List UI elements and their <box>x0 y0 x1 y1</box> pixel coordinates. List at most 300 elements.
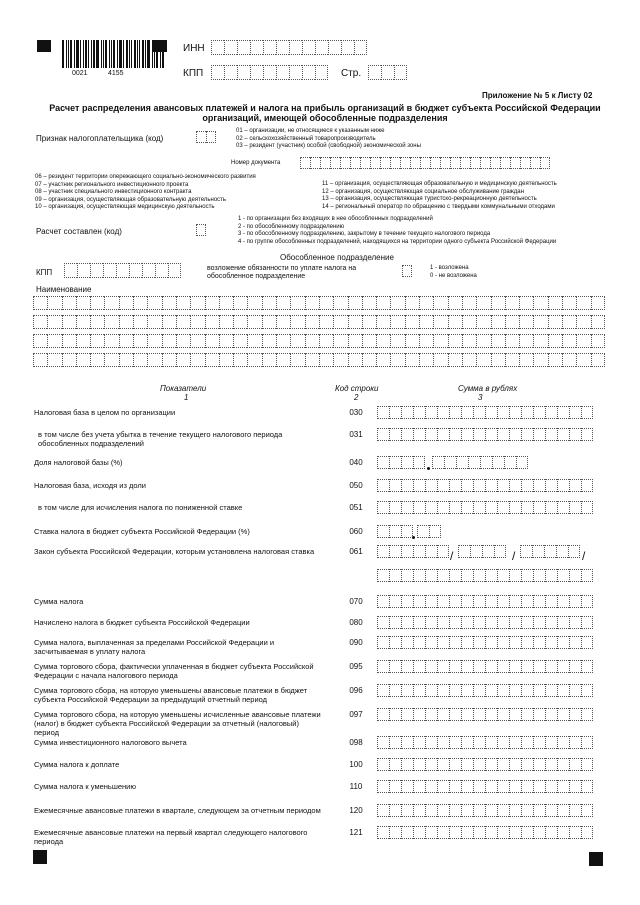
input-cell[interactable] <box>354 40 367 55</box>
name-cell[interactable] <box>433 315 447 329</box>
input-cell[interactable] <box>350 157 360 169</box>
name-cell[interactable] <box>147 296 161 310</box>
name-cell[interactable] <box>305 315 319 329</box>
name-cell[interactable] <box>247 353 261 367</box>
name-cell[interactable] <box>104 334 118 348</box>
sum-cell[interactable] <box>389 479 401 492</box>
name-cell[interactable] <box>562 315 576 329</box>
name-cell[interactable] <box>519 296 533 310</box>
input-cell[interactable] <box>420 157 430 169</box>
sum-cell[interactable] <box>401 616 413 629</box>
input-cell[interactable] <box>340 157 350 169</box>
sum-cell[interactable] <box>509 660 521 673</box>
name-cell[interactable] <box>133 296 147 310</box>
name-cell[interactable] <box>448 315 462 329</box>
sum-cell[interactable] <box>545 826 557 839</box>
name-cell[interactable] <box>519 315 533 329</box>
sum-cell[interactable] <box>569 479 581 492</box>
sum-cell[interactable] <box>568 545 580 558</box>
name-cell[interactable] <box>491 353 505 367</box>
input-cell[interactable] <box>368 65 381 80</box>
sum-cell[interactable] <box>473 428 485 441</box>
sum-cell[interactable] <box>437 780 449 793</box>
name-cell[interactable] <box>562 353 576 367</box>
sum-cell[interactable] <box>509 684 521 697</box>
input-cell[interactable] <box>440 157 450 169</box>
name-cell[interactable] <box>476 315 490 329</box>
sum-field-098[interactable] <box>377 736 593 749</box>
sum-cell[interactable] <box>533 780 545 793</box>
name-grid-row[interactable] <box>33 353 605 367</box>
input-cell[interactable] <box>480 157 490 169</box>
input-cell[interactable] <box>470 157 480 169</box>
sum-cell[interactable] <box>545 708 557 721</box>
name-cell[interactable] <box>276 296 290 310</box>
sum-cell[interactable] <box>521 736 533 749</box>
sum-cell[interactable] <box>389 804 401 817</box>
sum-field-051[interactable] <box>377 501 593 514</box>
sum-cell[interactable] <box>545 501 557 514</box>
name-cell[interactable] <box>176 315 190 329</box>
sum-cell[interactable] <box>557 804 569 817</box>
sum-cell[interactable] <box>509 804 521 817</box>
input-cell[interactable] <box>90 263 103 278</box>
sum-cell[interactable] <box>425 595 437 608</box>
sum-cell[interactable] <box>389 826 401 839</box>
sum-cell[interactable] <box>449 569 461 582</box>
sum-cell[interactable] <box>377 545 389 558</box>
sum-cell[interactable] <box>473 660 485 673</box>
sum-cell[interactable] <box>401 595 413 608</box>
sum-cell[interactable] <box>569 595 581 608</box>
sum-cell[interactable] <box>377 479 389 492</box>
sum-cell[interactable] <box>557 708 569 721</box>
sum-cell[interactable] <box>425 758 437 771</box>
sum-cell[interactable] <box>485 636 497 649</box>
sum-cell[interactable] <box>425 406 437 419</box>
sum-field-090[interactable] <box>377 636 593 649</box>
sum-cell[interactable] <box>556 545 568 558</box>
sum-cell[interactable] <box>516 456 528 469</box>
sum-cell[interactable] <box>533 736 545 749</box>
sum-cell[interactable] <box>437 616 449 629</box>
sum-cell[interactable] <box>377 684 389 697</box>
name-cell[interactable] <box>90 315 104 329</box>
sum-cell[interactable] <box>569 660 581 673</box>
name-cell[interactable] <box>262 315 276 329</box>
sum-cell[interactable] <box>425 501 437 514</box>
name-cell[interactable] <box>505 334 519 348</box>
sum-cell[interactable] <box>449 406 461 419</box>
sum-cell[interactable] <box>509 616 521 629</box>
sum-cell[interactable] <box>413 636 425 649</box>
sum-cell[interactable] <box>377 660 389 673</box>
sum-cell[interactable] <box>509 569 521 582</box>
sum-cell[interactable] <box>437 736 449 749</box>
sum-cell[interactable] <box>437 406 449 419</box>
name-cell[interactable] <box>519 334 533 348</box>
sum-cell[interactable] <box>461 826 473 839</box>
sum-cell[interactable] <box>437 708 449 721</box>
name-cell[interactable] <box>119 334 133 348</box>
name-cell[interactable] <box>90 296 104 310</box>
sum-cell[interactable] <box>533 595 545 608</box>
name-cell[interactable] <box>290 315 304 329</box>
name-cell[interactable] <box>233 296 247 310</box>
input-cell[interactable] <box>168 263 181 278</box>
sum-cell[interactable] <box>533 660 545 673</box>
sum-cell[interactable] <box>494 545 506 558</box>
sum-cell[interactable] <box>377 501 389 514</box>
name-cell[interactable] <box>133 315 147 329</box>
sum-cell[interactable] <box>521 428 533 441</box>
sum-cell[interactable] <box>581 569 593 582</box>
sum-cell[interactable] <box>449 684 461 697</box>
sum-cell[interactable] <box>497 479 509 492</box>
sum-cell[interactable] <box>557 758 569 771</box>
sum-cell[interactable] <box>533 708 545 721</box>
input-cell[interactable] <box>360 157 370 169</box>
sum-field-060[interactable] <box>377 525 413 538</box>
name-cell[interactable] <box>233 315 247 329</box>
sum-cell[interactable] <box>581 684 593 697</box>
name-cell[interactable] <box>262 353 276 367</box>
sum-cell[interactable] <box>497 684 509 697</box>
sum-cell[interactable] <box>425 616 437 629</box>
sum-cell[interactable] <box>389 708 401 721</box>
name-cell[interactable] <box>262 296 276 310</box>
sum-cell[interactable] <box>581 826 593 839</box>
sum-cell[interactable] <box>533 616 545 629</box>
name-cell[interactable] <box>519 353 533 367</box>
input-cell[interactable] <box>320 157 330 169</box>
sum-cell[interactable] <box>377 616 389 629</box>
sum-cell[interactable] <box>389 525 401 538</box>
sum-cell[interactable] <box>485 736 497 749</box>
name-cell[interactable] <box>90 353 104 367</box>
sum-cell[interactable] <box>581 428 593 441</box>
sum-cell[interactable] <box>557 428 569 441</box>
sum-field-110[interactable] <box>377 780 593 793</box>
inn-field[interactable] <box>211 40 367 55</box>
sum-cell[interactable] <box>473 826 485 839</box>
sum-cell[interactable] <box>461 595 473 608</box>
sum-cell[interactable] <box>545 595 557 608</box>
sum-cell[interactable] <box>413 826 425 839</box>
sum-cell[interactable] <box>545 780 557 793</box>
sum-cell[interactable] <box>533 684 545 697</box>
sum-cell[interactable] <box>389 636 401 649</box>
sum-cell[interactable] <box>473 595 485 608</box>
sum-cell[interactable] <box>485 501 497 514</box>
name-cell[interactable] <box>162 334 176 348</box>
sum-cell[interactable] <box>569 428 581 441</box>
sum-cell[interactable] <box>377 780 389 793</box>
name-cell[interactable] <box>290 334 304 348</box>
sum-cell[interactable] <box>569 708 581 721</box>
name-cell[interactable] <box>190 353 204 367</box>
sum-cell[interactable] <box>521 708 533 721</box>
sum-field-080[interactable] <box>377 616 593 629</box>
sum-cell[interactable] <box>509 636 521 649</box>
name-cell[interactable] <box>505 353 519 367</box>
name-grid-row[interactable] <box>33 315 605 329</box>
sum-field-096[interactable] <box>377 684 593 697</box>
sum-cell[interactable] <box>437 636 449 649</box>
sum-cell[interactable] <box>521 758 533 771</box>
name-cell[interactable] <box>462 334 476 348</box>
sum-cell[interactable] <box>557 595 569 608</box>
sum-cell[interactable] <box>449 780 461 793</box>
name-cell[interactable] <box>333 296 347 310</box>
sum-field-121[interactable] <box>377 826 593 839</box>
sum-cell[interactable] <box>425 804 437 817</box>
sum-cell[interactable] <box>401 501 413 514</box>
sum-cell[interactable] <box>557 684 569 697</box>
sum-field-061-line2[interactable] <box>377 569 593 582</box>
input-cell[interactable] <box>328 40 341 55</box>
name-cell[interactable] <box>419 353 433 367</box>
sum-cell[interactable] <box>425 545 437 558</box>
sum-cell[interactable] <box>425 684 437 697</box>
name-cell[interactable] <box>548 315 562 329</box>
name-cell[interactable] <box>47 353 61 367</box>
sum-cell[interactable] <box>473 804 485 817</box>
sum-cell[interactable] <box>569 736 581 749</box>
sum-cell[interactable] <box>569 501 581 514</box>
sum-cell[interactable] <box>377 569 389 582</box>
sum-cell[interactable] <box>521 660 533 673</box>
sum-field-061[interactable] <box>377 545 449 558</box>
input-cell[interactable] <box>370 157 380 169</box>
name-cell[interactable] <box>47 296 61 310</box>
sum-cell[interactable] <box>389 736 401 749</box>
name-cell[interactable] <box>319 334 333 348</box>
name-cell[interactable] <box>176 296 190 310</box>
name-cell[interactable] <box>119 315 133 329</box>
sum-cell[interactable] <box>545 569 557 582</box>
sum-cell[interactable] <box>557 569 569 582</box>
name-cell[interactable] <box>362 353 376 367</box>
sum-cell[interactable] <box>533 501 545 514</box>
name-cell[interactable] <box>591 334 605 348</box>
sum-cell[interactable] <box>533 428 545 441</box>
name-cell[interactable] <box>104 296 118 310</box>
sum-field-120[interactable] <box>377 804 593 817</box>
sum-cell[interactable] <box>377 826 389 839</box>
sum-cell[interactable] <box>509 736 521 749</box>
sum-cell[interactable] <box>581 708 593 721</box>
sum-cell[interactable] <box>497 758 509 771</box>
name-cell[interactable] <box>533 296 547 310</box>
input-cell[interactable] <box>302 65 315 80</box>
name-cell[interactable] <box>233 353 247 367</box>
sum-cell[interactable] <box>425 736 437 749</box>
sum-cell[interactable] <box>449 616 461 629</box>
name-cell[interactable] <box>233 334 247 348</box>
name-cell[interactable] <box>390 315 404 329</box>
input-cell[interactable] <box>196 224 206 236</box>
sum-cell[interactable] <box>417 525 429 538</box>
name-cell[interactable] <box>376 334 390 348</box>
sum-cell[interactable] <box>509 758 521 771</box>
sum-cell[interactable] <box>413 479 425 492</box>
sum-cell[interactable] <box>504 456 516 469</box>
sum-cell[interactable] <box>425 660 437 673</box>
name-cell[interactable] <box>247 296 261 310</box>
name-cell[interactable] <box>333 353 347 367</box>
sum-cell[interactable] <box>470 545 482 558</box>
sum-cell[interactable] <box>497 660 509 673</box>
sum-cell[interactable] <box>461 479 473 492</box>
sum-cell[interactable] <box>461 616 473 629</box>
sum-cell[interactable] <box>557 736 569 749</box>
input-cell[interactable] <box>129 263 142 278</box>
sum-cell[interactable] <box>389 616 401 629</box>
sum-cell[interactable] <box>449 660 461 673</box>
input-cell[interactable] <box>237 40 250 55</box>
name-cell[interactable] <box>76 296 90 310</box>
sum-cell[interactable] <box>569 758 581 771</box>
name-cell[interactable] <box>319 296 333 310</box>
sum-cell[interactable] <box>485 406 497 419</box>
sum-cell[interactable] <box>413 780 425 793</box>
sum-cell[interactable] <box>497 736 509 749</box>
sum-cell[interactable] <box>401 660 413 673</box>
name-cell[interactable] <box>119 296 133 310</box>
input-cell[interactable] <box>402 265 412 277</box>
sum-cell[interactable] <box>461 501 473 514</box>
name-cell[interactable] <box>348 315 362 329</box>
sum-cell[interactable] <box>413 406 425 419</box>
name-cell[interactable] <box>591 353 605 367</box>
input-cell[interactable] <box>276 65 289 80</box>
sum-cell[interactable] <box>461 780 473 793</box>
name-cell[interactable] <box>76 334 90 348</box>
input-cell[interactable] <box>394 65 407 80</box>
name-cell[interactable] <box>591 296 605 310</box>
sum-cell[interactable] <box>425 708 437 721</box>
input-cell[interactable] <box>237 65 250 80</box>
sum-cell[interactable] <box>377 406 389 419</box>
sum-cell[interactable] <box>437 660 449 673</box>
input-cell[interactable] <box>500 157 510 169</box>
name-cell[interactable] <box>562 296 576 310</box>
sum-cell[interactable] <box>461 804 473 817</box>
sum-cell[interactable] <box>389 406 401 419</box>
sum-cell[interactable] <box>437 479 449 492</box>
sum-cell[interactable] <box>521 826 533 839</box>
sum-cell[interactable] <box>425 428 437 441</box>
name-cell[interactable] <box>462 315 476 329</box>
sum-cell[interactable] <box>581 406 593 419</box>
input-cell[interactable] <box>540 157 550 169</box>
name-cell[interactable] <box>562 334 576 348</box>
name-cell[interactable] <box>147 353 161 367</box>
sum-cell[interactable] <box>449 708 461 721</box>
sum-cell[interactable] <box>401 684 413 697</box>
sum-cell[interactable] <box>497 501 509 514</box>
input-cell[interactable] <box>196 131 206 143</box>
name-cell[interactable] <box>491 315 505 329</box>
sum-cell[interactable] <box>581 736 593 749</box>
sum-cell[interactable] <box>449 826 461 839</box>
name-cell[interactable] <box>319 353 333 367</box>
input-cell[interactable] <box>142 263 155 278</box>
sum-cell[interactable] <box>473 616 485 629</box>
sum-cell[interactable] <box>449 428 461 441</box>
sum-cell[interactable] <box>473 501 485 514</box>
sum-cell[interactable] <box>473 684 485 697</box>
sum-cell[interactable] <box>401 428 413 441</box>
sum-cell[interactable] <box>473 406 485 419</box>
input-cell[interactable] <box>381 65 394 80</box>
name-cell[interactable] <box>176 334 190 348</box>
sum-cell[interactable] <box>389 780 401 793</box>
name-cell[interactable] <box>390 296 404 310</box>
input-cell[interactable] <box>315 40 328 55</box>
sum-cell[interactable] <box>509 780 521 793</box>
sum-cell[interactable] <box>497 595 509 608</box>
sum-cell[interactable] <box>377 525 389 538</box>
name-cell[interactable] <box>219 334 233 348</box>
input-cell[interactable] <box>520 157 530 169</box>
sum-cell[interactable] <box>581 758 593 771</box>
sum-cell[interactable] <box>544 545 556 558</box>
input-cell[interactable] <box>276 40 289 55</box>
sum-cell[interactable] <box>545 616 557 629</box>
input-cell[interactable] <box>211 65 224 80</box>
kpp-field[interactable] <box>211 65 328 80</box>
sum-cell[interactable] <box>497 569 509 582</box>
input-cell[interactable] <box>263 40 276 55</box>
name-cell[interactable] <box>419 315 433 329</box>
name-cell[interactable] <box>205 296 219 310</box>
input-cell[interactable] <box>103 263 116 278</box>
sum-cell[interactable] <box>473 758 485 771</box>
sum-cell[interactable] <box>509 501 521 514</box>
name-cell[interactable] <box>405 296 419 310</box>
sum-cell[interactable] <box>473 708 485 721</box>
name-cell[interactable] <box>33 334 47 348</box>
name-cell[interactable] <box>462 296 476 310</box>
sum-cell[interactable] <box>533 826 545 839</box>
sum-cell[interactable] <box>413 545 425 558</box>
name-cell[interactable] <box>33 353 47 367</box>
sum-cell[interactable] <box>520 545 532 558</box>
name-cell[interactable] <box>390 353 404 367</box>
name-cell[interactable] <box>348 334 362 348</box>
duty-field[interactable] <box>402 265 412 277</box>
sum-cell[interactable] <box>569 636 581 649</box>
sum-cell[interactable] <box>492 456 504 469</box>
sum-cell[interactable] <box>497 804 509 817</box>
sum-cell[interactable] <box>569 826 581 839</box>
name-cell[interactable] <box>276 353 290 367</box>
input-cell[interactable] <box>310 157 320 169</box>
sum-cell[interactable] <box>401 569 413 582</box>
name-cell[interactable] <box>76 353 90 367</box>
input-cell[interactable] <box>250 40 263 55</box>
sum-cell[interactable] <box>461 406 473 419</box>
sum-cell[interactable] <box>456 456 468 469</box>
sum-cell[interactable] <box>485 660 497 673</box>
sum-cell[interactable] <box>545 428 557 441</box>
input-cell[interactable] <box>450 157 460 169</box>
name-cell[interactable] <box>476 353 490 367</box>
name-cell[interactable] <box>419 334 433 348</box>
sum-field-060[interactable] <box>417 525 441 538</box>
